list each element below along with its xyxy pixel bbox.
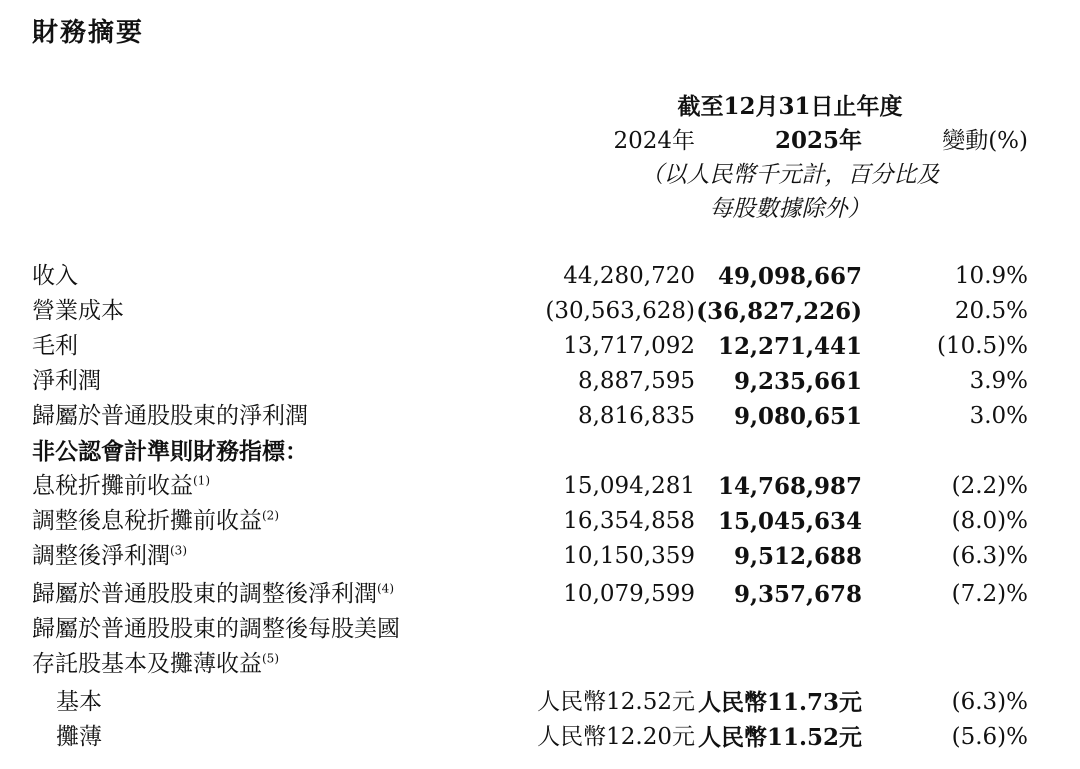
table-row bbox=[0, 539, 1080, 574]
column-header-change: 變動(%) bbox=[942, 128, 1028, 154]
section-heading-row bbox=[0, 434, 1080, 469]
value-change: (2.2)% bbox=[951, 473, 1028, 499]
value-2024: 8,887,595 bbox=[577, 368, 695, 394]
value-2025: 9,512,688 bbox=[733, 543, 862, 570]
value-2024: 13,717,092 bbox=[563, 333, 695, 359]
value-2025: 人民幣11.52元 bbox=[697, 724, 862, 751]
table-row bbox=[0, 612, 1080, 647]
table-row bbox=[0, 399, 1080, 434]
page-title: 財務摘要 bbox=[32, 18, 145, 48]
table-row bbox=[0, 469, 1080, 504]
value-2025: 人民幣11.73元 bbox=[697, 689, 862, 716]
footnote-ref: (2) bbox=[262, 508, 279, 523]
value-change: (6.3)% bbox=[951, 689, 1028, 715]
row-label: 淨利潤 bbox=[32, 368, 101, 394]
value-change: 10.9% bbox=[954, 263, 1028, 289]
units-note-line1: （以人民幣千元計，百分比及 bbox=[640, 162, 940, 188]
value-2024: 44,280,720 bbox=[563, 263, 695, 289]
table-row bbox=[0, 364, 1080, 399]
value-2025: (36,827,226) bbox=[696, 298, 862, 325]
footnote-ref: (3) bbox=[170, 543, 187, 558]
row-label: 調整後息稅折攤前收益$^{(2)}$ bbox=[32, 508, 279, 534]
row-label: 歸屬於普通股股東的淨利潤 bbox=[32, 403, 308, 429]
column-header-2025: 2025年 bbox=[774, 127, 862, 154]
value-2025: 15,045,634 bbox=[717, 508, 862, 535]
value-2025: 14,768,987 bbox=[717, 473, 862, 500]
value-2024: 人民幣12.52元 bbox=[537, 689, 695, 715]
value-2024: 15,094,281 bbox=[563, 473, 695, 499]
value-2025: 9,235,661 bbox=[733, 368, 862, 395]
table-row bbox=[0, 647, 1080, 682]
row-label: 存託股基本及攤薄收益$^{(5)}$ bbox=[32, 651, 279, 677]
section-heading: 非公認會計準則財務指標： bbox=[32, 438, 308, 465]
value-2025: 9,357,678 bbox=[733, 581, 862, 608]
table-row bbox=[0, 577, 1080, 612]
table-row bbox=[0, 259, 1080, 294]
footnote-ref: (4) bbox=[377, 581, 394, 596]
value-change: (5.6)% bbox=[951, 724, 1028, 750]
table-row bbox=[0, 329, 1080, 364]
footnote-ref: (5) bbox=[262, 651, 279, 666]
footnote-ref: (1) bbox=[193, 473, 210, 488]
value-change: (10.5)% bbox=[936, 333, 1028, 359]
value-change: (8.0)% bbox=[951, 508, 1028, 534]
units-note-line2: 每股數據除外） bbox=[709, 196, 871, 222]
row-label: 歸屬於普通股股東的調整後每股美國 bbox=[32, 616, 400, 642]
row-label: 毛利 bbox=[32, 333, 78, 359]
row-label: 攤薄 bbox=[56, 724, 102, 750]
value-change: (7.2)% bbox=[951, 581, 1028, 607]
value-2024: 人民幣12.20元 bbox=[537, 724, 695, 750]
table-row bbox=[0, 504, 1080, 539]
row-label: 息稅折攤前收益$^{(1)}$ bbox=[32, 473, 210, 499]
value-change: 3.0% bbox=[969, 403, 1028, 429]
value-2024: 10,150,359 bbox=[563, 543, 695, 569]
row-label: 歸屬於普通股股東的調整後淨利潤$^{(4)}$ bbox=[32, 581, 394, 607]
value-2024: 16,354,858 bbox=[563, 508, 695, 534]
table-row bbox=[0, 294, 1080, 329]
value-change: 3.9% bbox=[969, 368, 1028, 394]
value-2025: 9,080,651 bbox=[733, 403, 862, 430]
value-2024: 10,079,599 bbox=[563, 581, 695, 607]
value-change: 20.5% bbox=[954, 298, 1028, 324]
value-2025: 12,271,441 bbox=[717, 333, 862, 360]
row-label: 收入 bbox=[32, 263, 78, 289]
value-2025: 49,098,667 bbox=[717, 263, 862, 290]
table-row bbox=[0, 720, 1080, 755]
column-header-2024: 2024年 bbox=[613, 128, 695, 154]
row-label: 基本 bbox=[56, 689, 102, 715]
value-change: (6.3)% bbox=[951, 543, 1028, 569]
period-header: 截至12月31日止年度 bbox=[677, 93, 903, 120]
row-label: 調整後淨利潤$^{(3)}$ bbox=[32, 543, 187, 569]
table-row bbox=[0, 685, 1080, 720]
value-2024: (30,563,628) bbox=[545, 298, 695, 324]
row-label: 營業成本 bbox=[32, 298, 124, 324]
value-2024: 8,816,835 bbox=[577, 403, 695, 429]
